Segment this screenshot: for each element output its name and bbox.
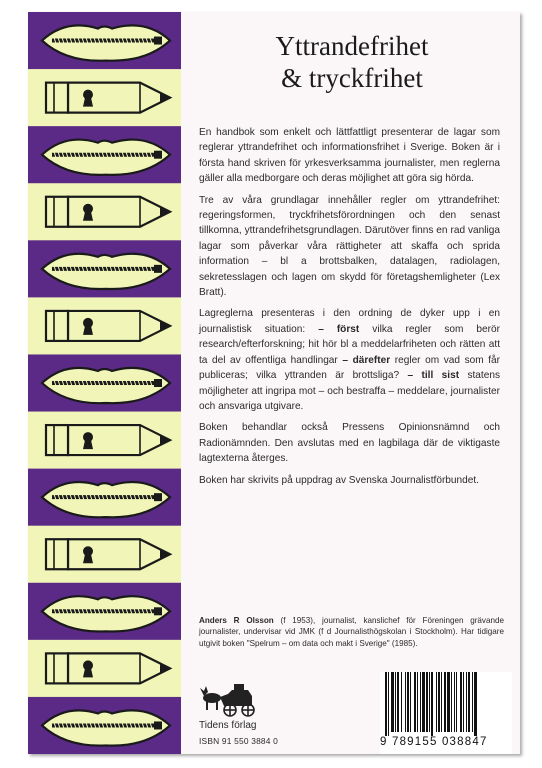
- blurb-emphasis: – först: [318, 323, 360, 335]
- blurb-run: statens möjligheter att ingripa mot – och bestraffa – meddelare, journalister och ansvariga utgivare.: [199, 370, 500, 412]
- blurb-run: En handbok som enkelt och lättfattligt presenterar de lagar som reglerar yttrandefrihet och informationsfrihet i Sverige. Boken är i första hand skriven för yrkesverksamma journalister, men reglerna gäller alla medborgare och deras möjlighet att göra sig hörda.: [199, 127, 500, 185]
- keyhole-pencil-icon: [28, 297, 181, 355]
- blurb-emphasis: – till sist: [407, 370, 460, 382]
- zipped-lips-icon: [28, 697, 181, 754]
- blurb-run: Boken har skrivits på uppdrag av Svenska Journalistförbundet.: [199, 474, 479, 486]
- blurb-text: [199, 125, 500, 494]
- keyhole-pencil-icon: [28, 412, 181, 470]
- barcode-digits: 9 789155 038847: [380, 736, 488, 748]
- barcode-icon: [384, 672, 508, 736]
- keyhole-pencil-icon: [28, 640, 181, 698]
- blurb-run: Boken behandlar också Pressens Opinionsnämnd och Radionämnden. Den avslutas med en lagbilaga där de viktigaste lagtexterna återges.: [199, 422, 500, 465]
- horse-carriage-logo-icon: [198, 682, 258, 718]
- book-title: [196, 30, 508, 94]
- zipped-lips-icon: [28, 469, 181, 527]
- title-line-2: & tryckfrihet: [281, 63, 423, 93]
- blurb-paragraph: [199, 473, 500, 488]
- blurb-run: vilka regler som berör research/efterforskning; hit hör bl a meddelarfriheten och rätten att ta del av offentliga handlingar: [199, 323, 500, 366]
- blurb-emphasis: – därefter: [342, 354, 391, 366]
- blurb-run: Tre av våra grundlagar innehåller regler om yttrandefrihet: regeringsformen, tryckfrihetsförordningen och den senast tillkomna, yttrandefrihetsgrundlagen. Därutöver finns en rad vanliga lagar som påverkar våra rättigheter att skaffa och sprida information – bl a brottsbalken, datalagen, radiolagen, sekretesslagen och lagen om skydd för företagshemligheter (Lex Bratt).: [199, 194, 500, 299]
- blurb-paragraph: [199, 306, 500, 414]
- blurb-paragraph: [199, 420, 500, 466]
- author-name: Anders R Olsson: [199, 616, 274, 625]
- blurb-paragraph: [199, 125, 500, 187]
- publisher-name: Tidens förlag: [199, 720, 257, 731]
- blurb-run: Lagreglerna presenteras i den ordning de dyker upp i en journalistisk situation:: [199, 308, 500, 335]
- zipped-lips-icon: [28, 12, 181, 70]
- barcode-area: [380, 672, 512, 754]
- zipped-lips-icon: [28, 126, 181, 184]
- blurb-paragraph: [199, 193, 500, 301]
- isbn-number: ISBN 91 550 3884 0: [199, 736, 279, 746]
- author-bio-text: (f 1953), journalist, kanslichef för Föreningen grävande journalister, undervisar vid JMK (f d Journalisthögskolan i Stockholm). Har tidigare utgivit boken "Spelrum – om data och makt i Sverige" (1985).: [199, 616, 504, 648]
- blurb-run: regler om vad som får publiceras; vilka yttranden är brottsliga?: [199, 354, 500, 382]
- book-back-cover: [28, 12, 520, 754]
- barcode-bars: [385, 672, 477, 736]
- keyhole-pencil-icon: [28, 69, 181, 127]
- author-bio: [199, 615, 504, 649]
- title-line-1: Yttrandefrihet: [275, 31, 429, 61]
- decorative-strip: [28, 12, 181, 754]
- keyhole-pencil-icon: [28, 183, 181, 241]
- keyhole-pencil-icon: [28, 526, 181, 584]
- zipped-lips-icon: [28, 354, 181, 412]
- zipped-lips-icon: [28, 240, 181, 298]
- zipped-lips-icon: [28, 583, 181, 641]
